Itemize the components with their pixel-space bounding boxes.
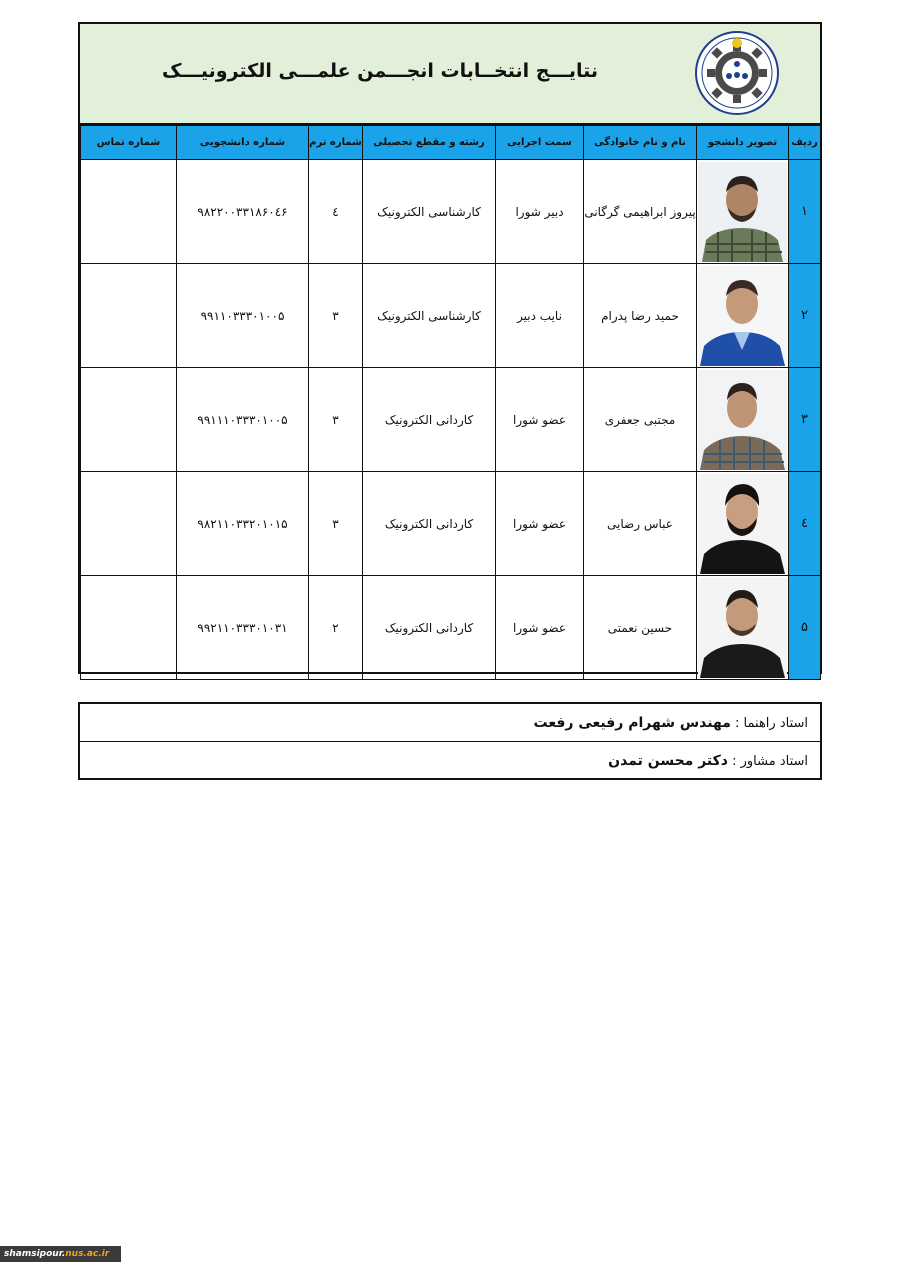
student-phone (81, 576, 177, 680)
student-id: ۹۹۱۱۰۳۳۳۰۱۰۰۵ (177, 264, 309, 368)
title-bar (80, 24, 820, 125)
student-major: کاردانی الکترونیک (363, 472, 496, 576)
site-main: shamsipour. (4, 1249, 66, 1259)
col-header-name: نام و نام خانوادگی (584, 126, 697, 160)
consultant-name: دکتر محسن تمدن (608, 753, 728, 769)
student-major: کاردانی الکترونیک (363, 576, 496, 680)
col-header-major: رشته و مقطع تحصیلی (363, 126, 496, 160)
student-name: مجتبی جعفری (584, 368, 697, 472)
student-phone (81, 264, 177, 368)
row-number: ٤ (789, 472, 821, 576)
student-major: کارشناسی الکترونیک (363, 264, 496, 368)
row-number: ۲ (789, 264, 821, 368)
student-name: پیروز ابراهیمی گرگانی (584, 160, 697, 264)
student-role: عضو شورا (496, 472, 584, 576)
row-number: ۳ (789, 368, 821, 472)
supervisor-row (80, 704, 820, 742)
supervisor-label: استاد راهنما : (735, 716, 808, 731)
row-number: ۱ (789, 160, 821, 264)
student-id: ۹۸۲۱۱۰۳۳۲۰۱۰۱۵ (177, 472, 309, 576)
student-role: دبیر شورا (496, 160, 584, 264)
student-photo (697, 160, 789, 264)
consultant-label: استاد مشاور : (732, 754, 808, 769)
student-phone (81, 160, 177, 264)
table-row (81, 368, 821, 472)
table-row (81, 264, 821, 368)
student-name: حمید رضا پدرام (584, 264, 697, 368)
student-phone (81, 472, 177, 576)
student-photo (697, 264, 789, 368)
table-row (81, 160, 821, 264)
col-header-term: شماره ترم (309, 126, 363, 160)
student-id: ۹۸۲۲۰۰۳۳۱۸۶۰٤۶ (177, 160, 309, 264)
student-major: کاردانی الکترونیک (363, 368, 496, 472)
col-header-row-number: ردیف (789, 126, 821, 160)
col-header-role: سمت اجرایی (496, 126, 584, 160)
student-name: حسین نعمتی (584, 576, 697, 680)
table-header-row (81, 126, 821, 160)
student-photo (697, 576, 789, 680)
col-header-photo: تصویر دانشجو (697, 126, 789, 160)
student-photo (697, 368, 789, 472)
student-role: عضو شورا (496, 368, 584, 472)
student-major: کارشناسی الکترونیک (363, 160, 496, 264)
results-table (80, 125, 821, 680)
supervisor-name: مهندس شهرام رفیعی رفعت (533, 715, 731, 731)
page-title: نتایـــج انتخــابات انجـــمن علمـــی الکترونیـــک (161, 60, 599, 82)
association-logo-icon (694, 30, 780, 116)
student-term: ۳ (309, 264, 363, 368)
site-watermark (0, 1246, 121, 1262)
col-header-phone: شماره تماس (81, 126, 177, 160)
col-header-student-id: شماره دانشجویی (177, 126, 309, 160)
student-role: عضو شورا (496, 576, 584, 680)
row-number: ۵ (789, 576, 821, 680)
student-photo (697, 472, 789, 576)
site-accent: nus.ac.ir (65, 1249, 110, 1259)
student-term: ۳ (309, 472, 363, 576)
consultant-row (80, 742, 820, 780)
student-id: ۹۹۱۱۱۰۳۳۳۰۱۰۰۵ (177, 368, 309, 472)
student-name: عباس رضایی (584, 472, 697, 576)
results-frame (78, 22, 822, 674)
student-term: ۲ (309, 576, 363, 680)
student-term: ۳ (309, 368, 363, 472)
advisors-box (78, 702, 822, 780)
student-term: ٤ (309, 160, 363, 264)
table-row (81, 472, 821, 576)
student-phone (81, 368, 177, 472)
table-row (81, 576, 821, 680)
student-role: نایب دبیر (496, 264, 584, 368)
student-id: ۹۹۲۱۱۰۳۳۳۰۱۰۳۱ (177, 576, 309, 680)
